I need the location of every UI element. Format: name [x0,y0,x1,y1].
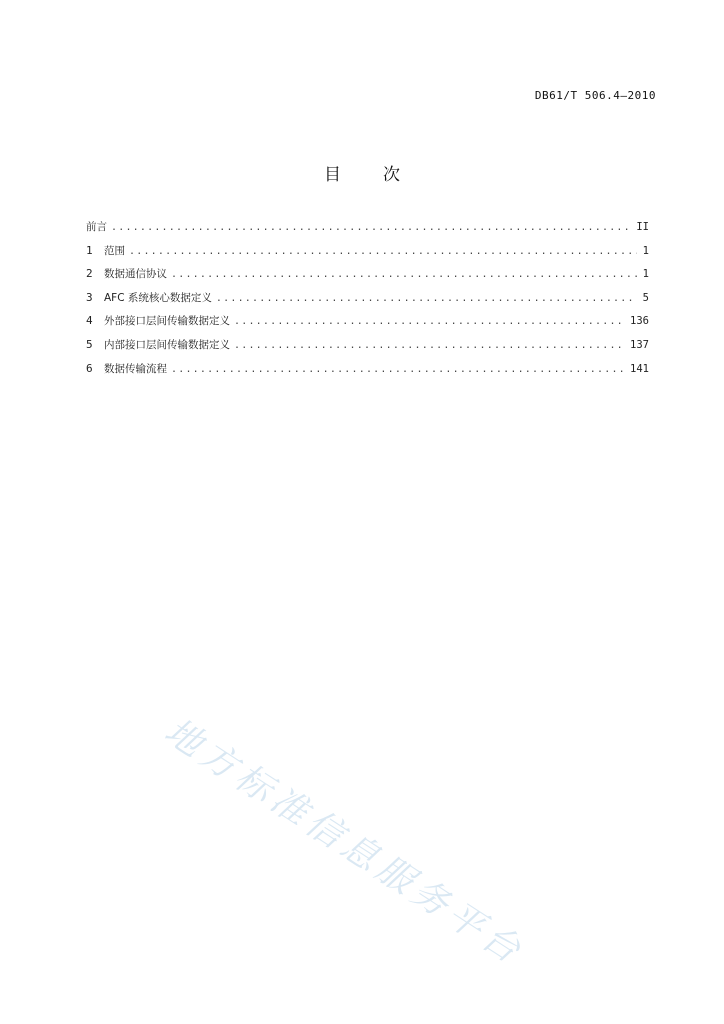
page-title-char-2: 次 [383,165,400,185]
toc-entry-internal-interface[interactable] [86,337,649,361]
toc-entry-label: AFC 系统核心数据定义 [104,291,212,304]
toc-leader-dots [216,293,637,304]
toc-entry-number: 4 [86,314,93,328]
page-title [0,160,724,185]
toc-entry-page: 141 [630,362,649,375]
table-of-contents [86,219,649,384]
toc-entry-number: 5 [86,337,93,351]
watermark: 地方标准信息服务平台 [157,710,532,974]
toc-entry-number: 2 [86,267,93,281]
toc-leader-dots [171,364,624,375]
toc-entry-page: II [636,221,649,233]
toc-leader-dots [234,316,624,327]
toc-leader-dots [234,340,624,351]
page-title-char-1: 目 [324,165,341,185]
toc-entry-label: 数据通信协议 [104,268,167,281]
toc-entry-page: 5 [642,291,649,304]
document-code: DB61/T 506.4—2010 [534,89,656,102]
toc-entry-scope[interactable] [86,243,649,267]
toc-entry-external-interface[interactable] [86,313,649,337]
toc-leader-dots [171,269,637,280]
toc-entry-core-data[interactable] [86,290,649,314]
toc-entry-page: 136 [630,315,649,328]
toc-leader-dots [111,222,630,233]
toc-entry-foreword[interactable] [86,219,649,243]
toc-entry-transfer-flow[interactable] [86,361,649,385]
toc-entry-label: 外部接口层间传输数据定义 [104,315,230,328]
toc-entry-label: 内部接口层间传输数据定义 [104,338,230,351]
toc-entry-page: 1 [642,244,649,257]
toc-entry-label: 前言 [86,221,107,233]
toc-entry-page: 1 [642,268,649,281]
toc-leader-dots [129,246,637,257]
toc-entry-protocol[interactable] [86,266,649,290]
toc-entry-label: 范围 [104,244,125,257]
toc-entry-number: 3 [86,290,93,304]
toc-entry-page: 137 [630,338,649,351]
toc-entry-number: 6 [86,361,93,375]
toc-entry-number: 1 [86,243,93,257]
toc-entry-label: 数据传输流程 [104,362,167,375]
